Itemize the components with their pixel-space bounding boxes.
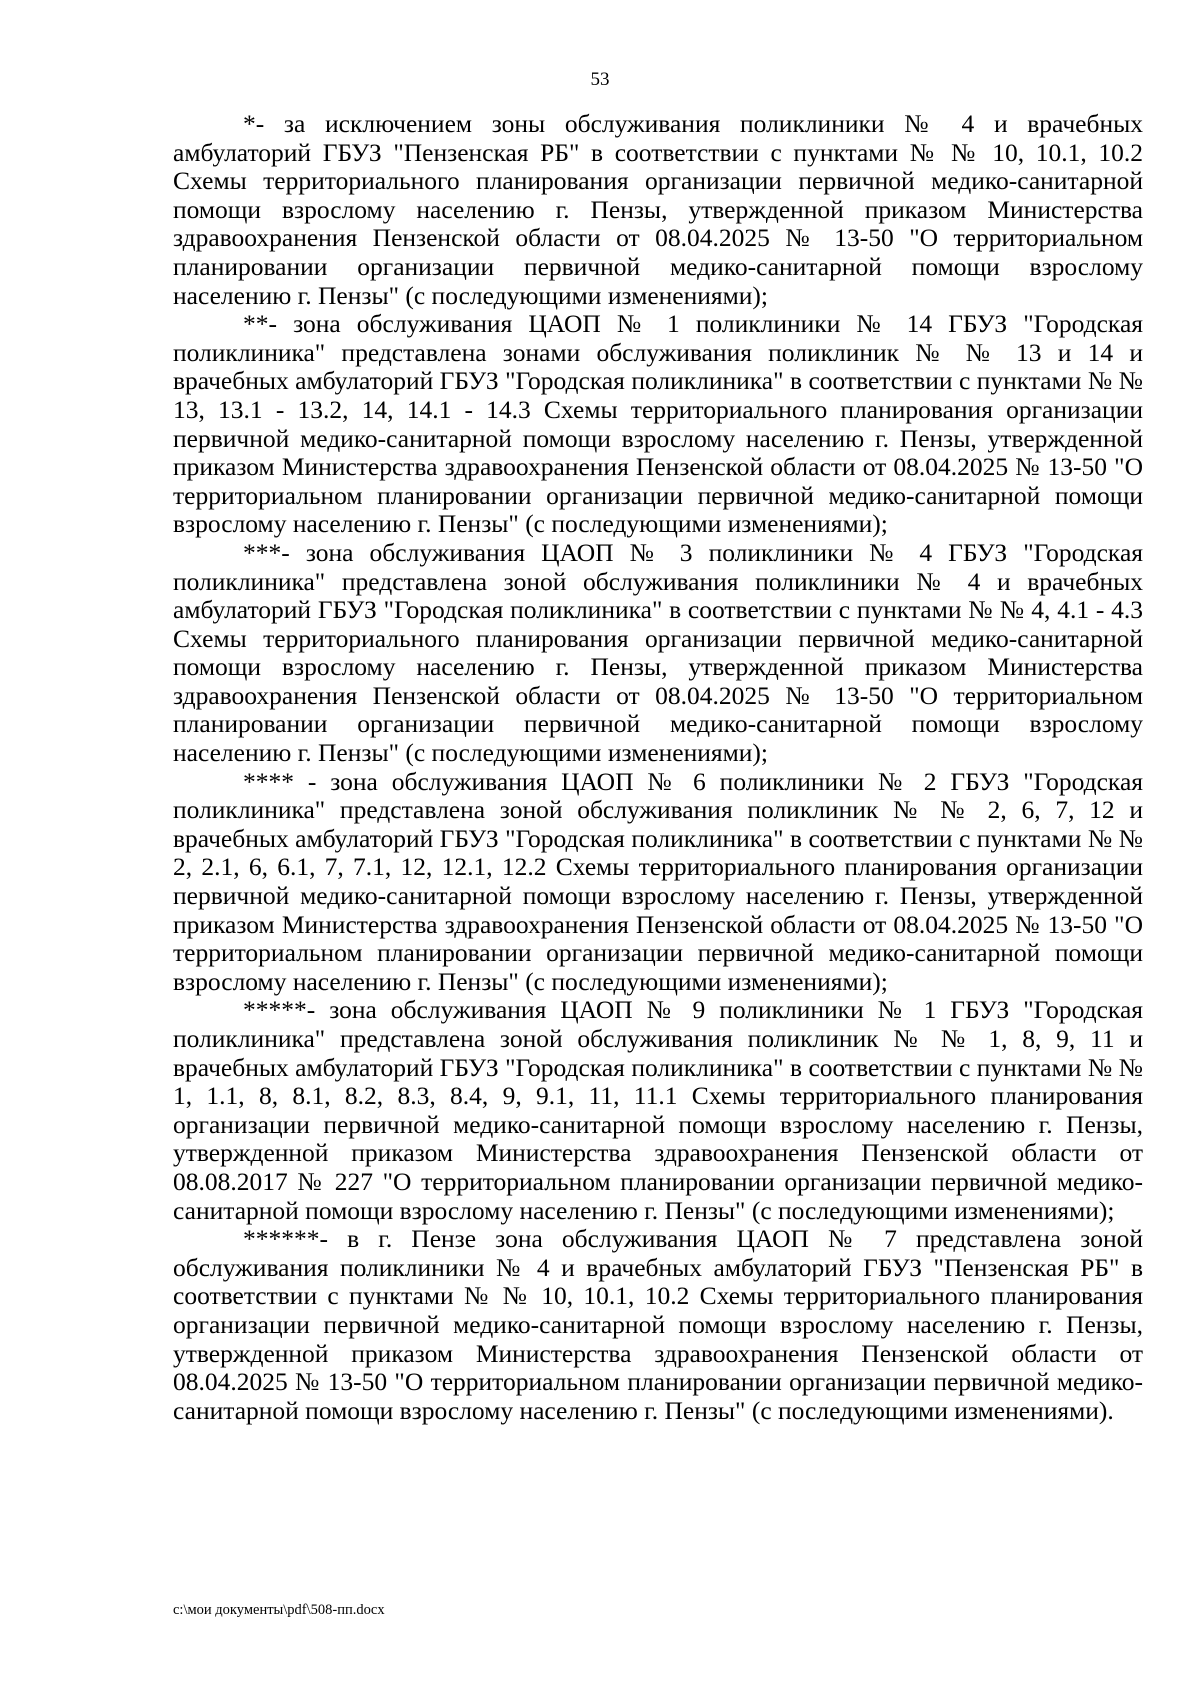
footnote-paragraph-3: ***- зона обслуживания ЦАОП № 3 поликлиники № 4 ГБУЗ "Городская поликлиника" представлена зоной обслуживания поликлиники № 4 и врачебных амбулаторий ГБУЗ "Городская поликлиника" в соответствии с пунктами № № 4, 4.1 - 4.3 Схемы территориального планирования организации первичной медико-санитарной помощи взрослому населению г. Пензы, утвержденной приказом Министерства здравоохранения Пензенской области от 08.04.2025 № 13-50 "О территориальном планировании организации первичной медико-санитарной помощи взрослому населению г. Пензы" (с последующими изменениями); <box>173 537 1143 768</box>
footnote-paragraph-5: *****- зона обслуживания ЦАОП № 9 поликлиники № 1 ГБУЗ "Городская поликлиника" представлена зоной обслуживания поликлиник № № 1, 8, 9, 11 и врачебных амбулаторий ГБУЗ "Городская поликлиника" в соответствии с пунктами № № 1, 1.1, 8, 8.1, 8.2, 8.3, 8.4, 9, 9.1, 11, 11.1 Схемы территориального планирования организации первичной медико-санитарной помощи взрослому населению г. Пензы, утвержденной приказом Министерства здравоохранения Пензенской области от 08.08.2017 № 227 "О территориальном планировании организации первичной медико-санитарной помощи взрослому населению г. Пензы" (с последующими изменениями); <box>173 995 1143 1225</box>
footnote-paragraph-2: **- зона обслуживания ЦАОП № 1 поликлиники № 14 ГБУЗ "Городская поликлиника" представлена зонами обслуживания поликлиник № № 13 и 14 и врачебных амбулаторий ГБУЗ "Городская поликлиника" в соответствии с пунктами № № 13, 13.1 - 13.2, 14, 14.1 - 14.3 Схемы территориального планирования организации первичной медико-санитарной помощи взрослому населению г. Пензы, утвержденной приказом Министерства здравоохранения Пензенской области от 08.04.2025 № 13-50 "О территориальном планировании организации первичной медико-санитарной помощи взрослому населению г. Пензы" (с последующими изменениями); <box>173 309 1143 539</box>
document-body <box>173 110 1143 1425</box>
footer-file-path: c:\мои документы\pdf\508-пп.docx <box>173 1602 385 1618</box>
footnote-paragraph-1: *- за исключением зоны обслуживания поликлиники № 4 и врачебных амбулаторий ГБУЗ "Пензенская РБ" в соответствии с пунктами № № 10, 10.1, 10.2 Схемы территориального планирования организации первичной медико-санитарной помощи взрослому населению г. Пензы, утвержденной приказом Министерства здравоохранения Пензенской области от 08.04.2025 № 13-50 "О территориальном планировании организации первичной медико-санитарной помощи взрослому населению г. Пензы" (с последующими изменениями); <box>173 109 1143 310</box>
page-number: 53 <box>590 69 610 90</box>
footnote-paragraph-4: **** - зона обслуживания ЦАОП № 6 поликлиники № 2 ГБУЗ "Городская поликлиника" представлена зоной обслуживания поликлиник № № 2, 6, 7, 12 и врачебных амбулаторий ГБУЗ "Городская поликлиника" в соответствии с пунктами № № 2, 2.1, 6, 6.1, 7, 7.1, 12, 12.1, 12.2 Схемы территориального планирования организации первичной медико-санитарной помощи взрослому населению г. Пензы, утвержденной приказом Министерства здравоохранения Пензенской области от 08.04.2025 № 13-50 "О территориальном планировании организации первичной медико-санитарной помощи взрослому населению г. Пензы" (с последующими изменениями); <box>173 766 1143 996</box>
footnote-paragraph-6: ******- в г. Пензе зона обслуживания ЦАОП № 7 представлена зоной обслуживания поликлиники № 4 и врачебных амбулаторий ГБУЗ "Пензенская РБ" в соответствии с пунктами № № 10, 10.1, 10.2 Схемы территориального планирования организации первичной медико-санитарной помощи взрослому населению г. Пензы, утвержденной приказом Министерства здравоохранения Пензенской области от 08.04.2025 № 13-50 "О территориальном планировании организации первичной медико-санитарной помощи взрослому населению г. Пензы" (с последующими изменениями). <box>173 1224 1143 1425</box>
